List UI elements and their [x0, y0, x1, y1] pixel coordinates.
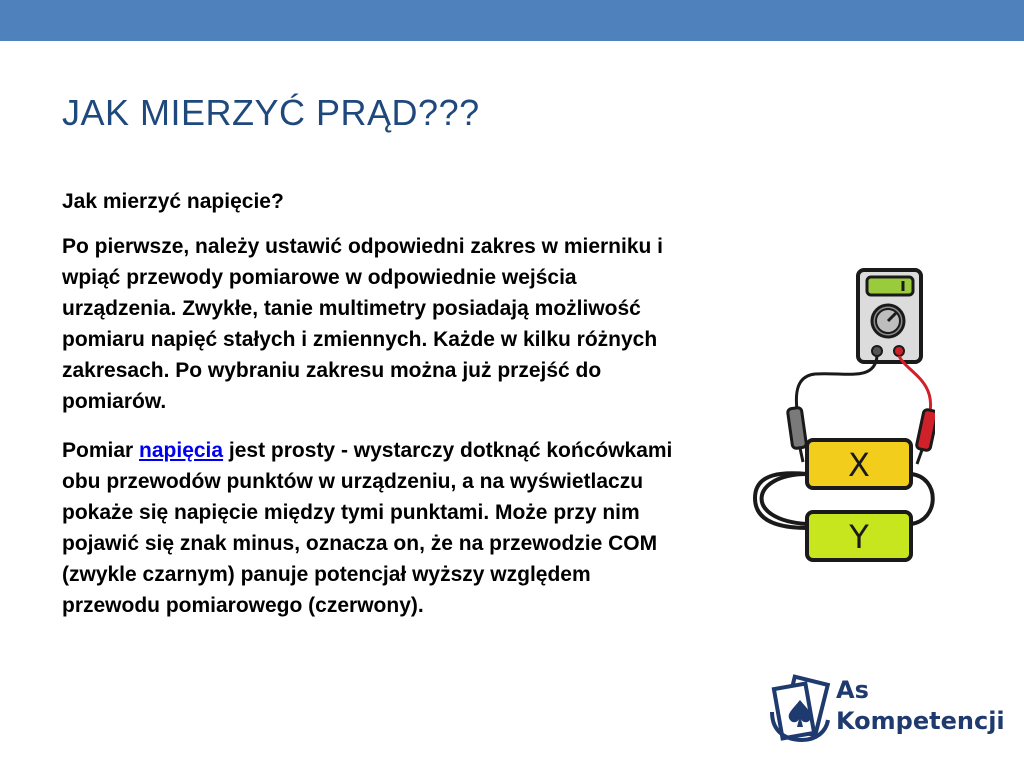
- black-lead-wire: [796, 356, 877, 410]
- component-x-label: X: [848, 446, 870, 484]
- circuit-wire-left: [762, 474, 807, 524]
- red-probe-icon: [916, 409, 935, 464]
- slide-title: JAK MIERZYĆ PRĄD???: [62, 92, 480, 133]
- paragraph-1: Po pierwsze, należy ustawić odpowiedni zakres w mierniku i wpiąć przewody pomiarowe w odpowiednie wejścia urządzenia. Zwykłe, tanie multimetry posiadają możliwość pomiaru napięć stałych i zmiennych. Każde w kilku różnych zakresach. Po wybraniu zakresu można już przejść do pomiarów.: [62, 235, 664, 413]
- top-accent-bar: [0, 0, 1024, 41]
- paragraph-2-end: jest prosty - wystarczy dotknąć końcówkami obu przewodów punktów w urządzeniu, a na wyświetlaczu pokaże się napięcie między tymi punktami. Może przy nim pojawić się znak minus, oznacza on, że na przewodzie COM (zwykle czarnym) panuje potencjał wyższy względem przewodu pomiarowego (czerwony).: [62, 439, 673, 617]
- card-spade-icon: [768, 672, 832, 742]
- red-lead-wire: [899, 356, 931, 412]
- as-kompetencji-logo: [768, 672, 1008, 747]
- slide-content: [62, 186, 682, 639]
- voltage-link[interactable]: napięcia: [139, 439, 224, 462]
- multimeter-illustration: [745, 262, 935, 572]
- question-text: Jak mierzyć napięcie?: [62, 190, 284, 213]
- component-y-label: Y: [849, 518, 869, 556]
- black-probe-icon: [787, 407, 806, 462]
- paragraph-2-start: Pomiar: [62, 439, 140, 462]
- logo-text-line1: As: [836, 676, 869, 704]
- circuit-wire-right: [911, 474, 933, 524]
- logo-text-line2: Kompetencji: [836, 707, 1005, 735]
- multimeter-icon: [858, 270, 921, 362]
- paragraph-2: [62, 435, 682, 621]
